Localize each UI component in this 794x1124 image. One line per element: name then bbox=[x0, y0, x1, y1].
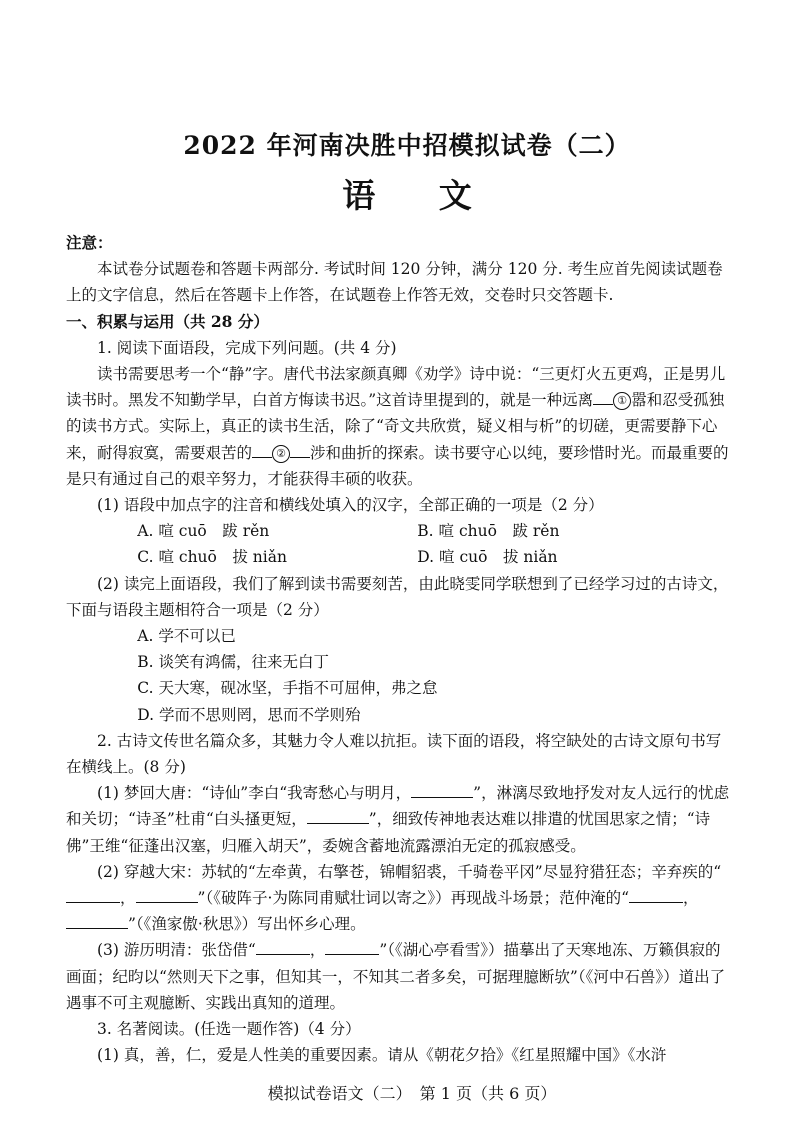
q2-p2-sep2: ， bbox=[683, 889, 699, 908]
q2-p3-sep: ， bbox=[309, 941, 326, 960]
q1-stem: 1. 阅读下面语段，完成下列问题。(共 4 分) bbox=[97, 338, 397, 357]
q2-p3-a: (3) 游历明清：张岱借“ bbox=[97, 941, 256, 960]
q2-part2 bbox=[66, 859, 734, 938]
q1-sub2-option-d: D. 学而不思则罔，思而不学则殆 bbox=[137, 705, 361, 724]
q1-passage-a: 读书需要思考一个“静”字。唐代书法家颜真卿《劝学》诗中说：“三更灯火五更鸡，正是男儿读书时。黑发不知勤学早，白首方悔读书迟。”这首诗里提到的，就是一种远离 bbox=[66, 365, 726, 410]
q1-sub1-option-a: A. 喧 cuō 跋 rěn bbox=[137, 522, 270, 541]
q1-sub1-options-row2 bbox=[66, 544, 734, 570]
section-heading: 一、积累与运用（共 28 分） bbox=[66, 311, 269, 331]
q2-p1-c: ”，细致传神地表达难以排遣的忧国思家之情；“诗佛”王维“征蓬出汉塞，归雁入胡天”，委婉含蓄地流露漂泊无定的孤寂感受。 bbox=[66, 810, 711, 855]
q3-stem: 3. 名著阅读。(任选一题作答)（4 分） bbox=[97, 1020, 361, 1039]
q2-part1 bbox=[66, 780, 734, 859]
q1-sub1-option-b: B. 喧 chuō 跋 rěn bbox=[417, 522, 560, 541]
q2-p1-b: ”，淋漓尽致地抒发对友人远行的忧虑和关切；“诗圣”杜甫“白头搔更短， bbox=[66, 784, 730, 829]
q1-sub2-option-a: A. 学不可以已 bbox=[137, 627, 236, 646]
q1-blank2-marker: ② bbox=[272, 445, 290, 463]
q1-sub2-option-c: C. 天大寒，砚冰坚，手指不可屈伸，弗之怠 bbox=[137, 679, 438, 698]
q2-blank-4[interactable] bbox=[136, 886, 198, 903]
q1-sub1-option-d: D. 喧 cuō 拔 niǎn bbox=[417, 548, 558, 567]
q1-blank1-marker: ① bbox=[613, 392, 631, 410]
exam-title: 2022 年河南决胜中招模拟试卷（二） bbox=[183, 131, 631, 160]
page-footer: 模拟试卷语文（二） 第 1 页（共 6 页） bbox=[267, 1084, 557, 1103]
q1-sub2-option-b: B. 谈笑有鸿儒，往来无白丁 bbox=[137, 653, 330, 672]
q2-part3 bbox=[66, 937, 734, 1016]
q1-sub1-stem: (1) 语段中加点字的注音和横线处填入的汉字，全部正确的一项是（2 分） bbox=[97, 496, 604, 515]
q1-passage bbox=[66, 361, 734, 492]
q1-blank-line bbox=[593, 388, 613, 405]
q2-p2-sep: ， bbox=[120, 889, 136, 908]
q1-blank2-line-b bbox=[290, 441, 310, 458]
q2-blank-1[interactable] bbox=[411, 781, 473, 798]
q2-blank-8[interactable] bbox=[325, 938, 379, 955]
notice-label: 注意： bbox=[66, 233, 113, 252]
q2-blank-2[interactable] bbox=[307, 807, 369, 824]
q1-blank2-line bbox=[252, 441, 272, 458]
q2-blank-6[interactable] bbox=[66, 912, 128, 929]
q2-p2-b: ”（《破阵子·为陈同甫赋壮词以寄之》）再现战斗场景；范仲淹的“ bbox=[197, 889, 630, 908]
q2-blank-7[interactable] bbox=[256, 938, 310, 955]
q1-passage-b: 嚣和忍受孤独的读书方式。实际上，真正的读书生活，除了“奇文共欣赏，疑义相与析”的切磋，更需要静下心来，耐得寂寞，需要艰苦的 bbox=[66, 391, 725, 462]
q2-stem: 2. 古诗文传世名篇众多，其魅力令人难以抗拒。读下面的语段，将空缺处的古诗文原句书写在横线上。(8 分) bbox=[66, 731, 722, 777]
q3-sub1: (1) 真，善，仁，爱是人性美的重要因素。请从《朝花夕拾》《红星照耀中国》《水浒 bbox=[97, 1046, 667, 1065]
q1-passage-c: 涉和曲折的探索。读书要守心以纯，要珍惜时光。而最重要的是只有通过自己的艰辛努力，才能获得丰硕的收获。 bbox=[66, 443, 729, 488]
q1-sub1-options-row1 bbox=[66, 518, 734, 544]
q2-p1-a: (1) 梦回大唐：“诗仙”李白“我寄愁心与明月， bbox=[97, 784, 412, 803]
q1-sub1-option-c: C. 喧 chuō 拔 niǎn bbox=[137, 548, 287, 567]
q2-blank-5[interactable] bbox=[629, 886, 683, 903]
q2-p2-c: ”（《渔家傲·秋思》）写出怀乡心理。 bbox=[128, 915, 366, 934]
q2-p3-b: ”（《湖心亭看雪》）描摹出了天寒地冻、万籁俱寂的画面；纪昀以“然则天下之事，但知其一，不知其二者多矣，可据理臆断欤”（《河中石兽》）道出了遇事不可主观臆断、实践出真知的道理。 bbox=[66, 941, 726, 1012]
q2-p2-a: (2) 穿越大宋：苏轼的“左牵黄，右擎苍，锦帽貂裘，千骑卷平冈”尽显狩猎狂态；辛弃疾的“ bbox=[97, 862, 722, 881]
notice-text: 本试卷分试题卷和答题卡两部分. 考试时间 120 分钟，满分 120 分. 考生应首先阅读试题卷上的文字信息，然后在答题卡上作答，在试题卷上作答无效，交卷时只交答题卡. bbox=[66, 260, 723, 305]
q2-blank-3[interactable] bbox=[66, 886, 120, 903]
subject-title: 语 文 bbox=[342, 176, 498, 215]
q1-sub2-stem: (2) 读完上面语段，我们了解到读书需要刻苦，由此晓雯同学联想到了已经学习过的古诗文，下面与语段主题相符合一项是（2 分） bbox=[66, 574, 729, 619]
